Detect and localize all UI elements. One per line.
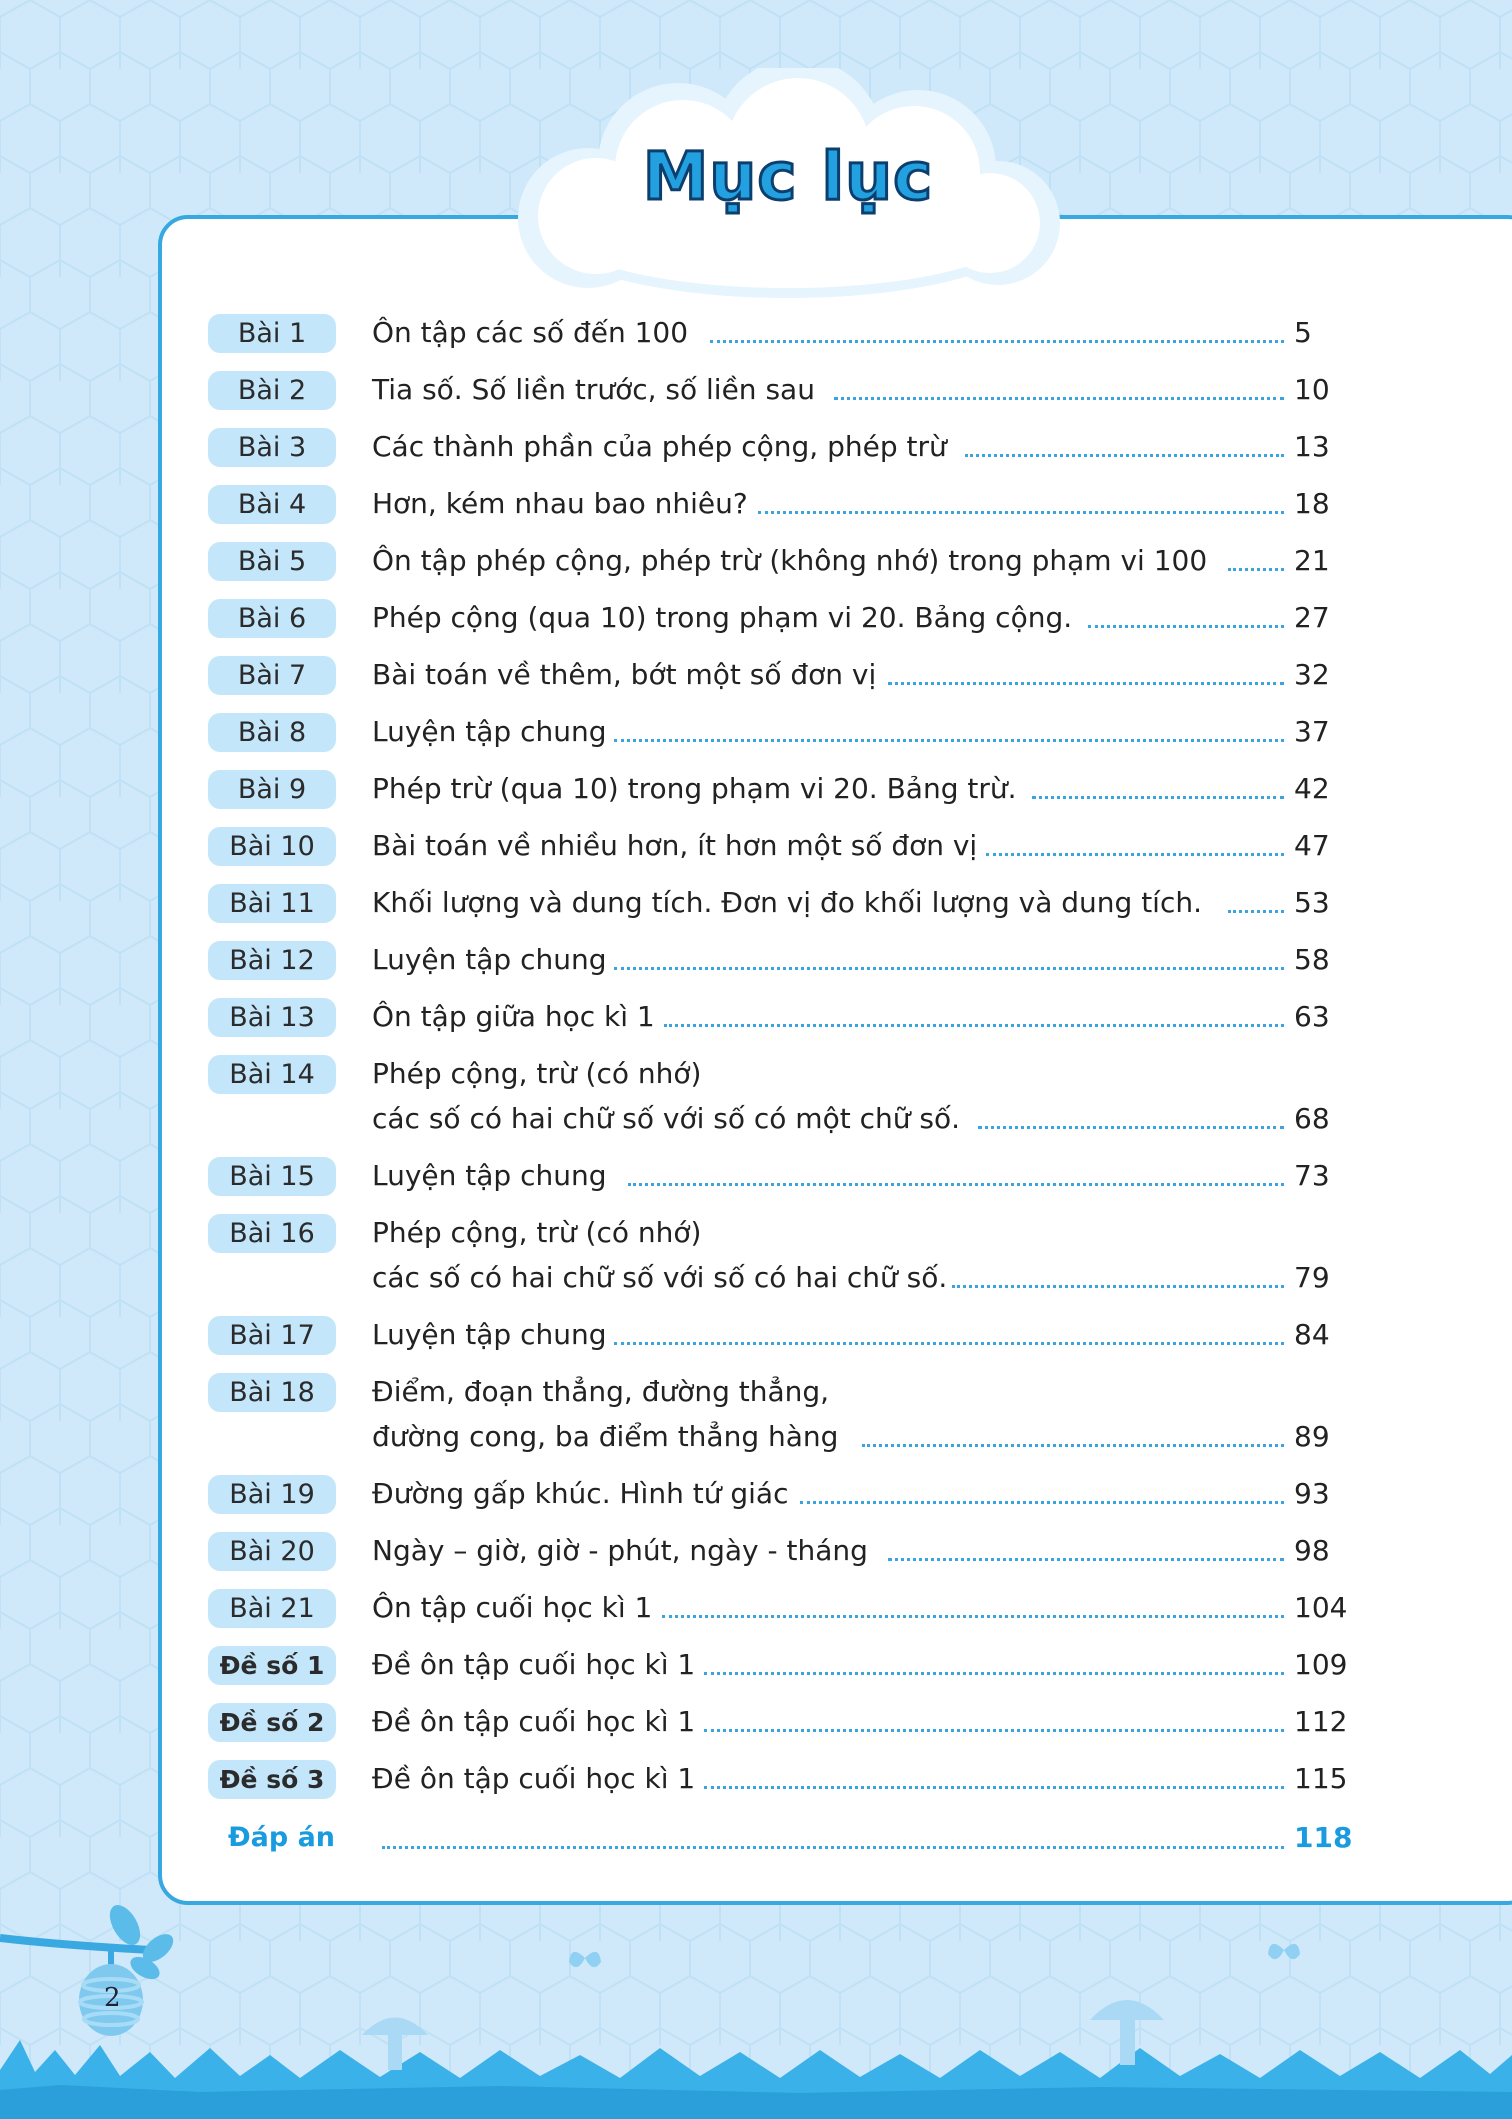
entry-title-line2: các số có hai chữ số với số có hai chữ số. [372, 1261, 948, 1294]
entry-badge: Bài 19 [208, 1475, 336, 1514]
entry-page: 89 [1294, 1420, 1330, 1453]
entry-leader-dots [965, 454, 1284, 457]
entry-badge: Bài 14 [208, 1055, 336, 1094]
entry-title: Đề ôn tập cuối học kì 1 [372, 1648, 696, 1681]
entry-badge: Bài 1 [208, 314, 336, 353]
entry-page: 42 [1294, 772, 1330, 805]
entry-badge: Bài 4 [208, 485, 336, 524]
entry-title: Hơn, kém nhau bao nhiêu? [372, 487, 748, 520]
entry-page: 58 [1294, 943, 1330, 976]
entry-title: Ngày – giờ, giờ - phút, ngày - tháng [372, 1534, 868, 1567]
entry-page: 18 [1294, 487, 1330, 520]
page-title: Mục lục [642, 138, 934, 215]
entry-title: Tia số. Số liền trước, số liền sau [372, 373, 815, 406]
entry-badge: Bài 12 [208, 941, 336, 980]
entry-badge: Bài 5 [208, 542, 336, 581]
entry-title: Ôn tập giữa học kì 1 [372, 1000, 655, 1033]
entry-leader-dots [800, 1501, 1284, 1504]
entry-title: Luyện tập chung [372, 943, 607, 976]
entry-page: 32 [1294, 658, 1330, 691]
entry-page: 53 [1294, 886, 1330, 919]
entry-title: Các thành phần của phép cộng, phép trừ [372, 430, 947, 463]
entry-page: 115 [1294, 1762, 1348, 1795]
entry-title: Bài toán về nhiều hơn, ít hơn một số đơn vị [372, 829, 978, 862]
entry-badge: Bài 20 [208, 1532, 336, 1571]
entry-leader-dots [662, 1615, 1284, 1618]
entry-badge: Bài 15 [208, 1157, 336, 1196]
entry-page: 5 [1294, 316, 1312, 349]
entry-title: Phép cộng, trừ (có nhớ) [372, 1216, 702, 1249]
entry-badge: Bài 11 [208, 884, 336, 923]
entry-title: Phép trừ (qua 10) trong phạm vi 20. Bảng trừ. [372, 772, 1017, 805]
entry-title-line2: đường cong, ba điểm thẳng hàng [372, 1420, 839, 1453]
entry-page: 13 [1294, 430, 1330, 463]
entry-title: Phép cộng (qua 10) trong phạm vi 20. Bảng cộng. [372, 601, 1073, 634]
entry-leader-dots [888, 1558, 1284, 1561]
entry-badge: Bài 16 [208, 1214, 336, 1253]
entry-badge: Đề số 1 [208, 1646, 336, 1685]
entry-leader-dots [628, 1183, 1284, 1186]
entry-title: Ôn tập cuối học kì 1 [372, 1591, 653, 1624]
entry-leader-dots [758, 511, 1284, 514]
entry-leader-dots [978, 1126, 1284, 1129]
entry-badge: Bài 21 [208, 1589, 336, 1628]
entry-badge: Bài 6 [208, 599, 336, 638]
entry-leader-dots [986, 853, 1284, 856]
entry-leader-dots [952, 1285, 1284, 1288]
entry-leader-dots [1032, 796, 1284, 799]
entry-title: Phép cộng, trừ (có nhớ) [372, 1057, 702, 1090]
entry-page: 84 [1294, 1318, 1330, 1351]
entry-badge: Bài 18 [208, 1373, 336, 1412]
entry-badge: Bài 10 [208, 827, 336, 866]
entry-badge: Bài 8 [208, 713, 336, 752]
entry-badge: Bài 9 [208, 770, 336, 809]
entry-title: Khối lượng và dung tích. Đơn vị đo khối lượng và dung tích. [372, 886, 1203, 919]
answers-page: 118 [1294, 1821, 1353, 1854]
entry-badge: Bài 7 [208, 656, 336, 695]
entry-leader-dots [704, 1729, 1284, 1732]
entry-leader-dots [664, 1024, 1284, 1027]
entry-title: Đề ôn tập cuối học kì 1 [372, 1705, 696, 1738]
entry-page: 68 [1294, 1102, 1330, 1135]
entry-badge: Bài 13 [208, 998, 336, 1037]
entry-page: 98 [1294, 1534, 1330, 1567]
entry-page: 21 [1294, 544, 1330, 577]
entry-title: Đề ôn tập cuối học kì 1 [372, 1762, 696, 1795]
entry-title: Ôn tập phép cộng, phép trừ (không nhớ) trong phạm vi 100 [372, 544, 1208, 577]
entry-title: Điểm, đoạn thẳng, đường thẳng, [372, 1375, 830, 1408]
entry-leader-dots [834, 397, 1284, 400]
entry-title: Luyện tập chung [372, 1159, 607, 1192]
entry-leader-dots [614, 1342, 1284, 1345]
answers-leader-dots [382, 1846, 1284, 1849]
entry-page: 37 [1294, 715, 1330, 748]
entry-badge: Đề số 3 [208, 1760, 336, 1799]
entry-leader-dots [614, 739, 1284, 742]
entry-page: 10 [1294, 373, 1330, 406]
entry-leader-dots [710, 340, 1284, 343]
entry-page: 79 [1294, 1261, 1330, 1294]
entry-title: Luyện tập chung [372, 1318, 607, 1351]
entry-badge: Bài 2 [208, 371, 336, 410]
entry-leader-dots [1228, 910, 1284, 913]
entry-title-line2: các số có hai chữ số với số có một chữ số. [372, 1102, 960, 1135]
entry-page: 47 [1294, 829, 1330, 862]
answers-label[interactable]: Đáp án [228, 1822, 336, 1853]
entry-badge: Bài 17 [208, 1316, 336, 1355]
entry-page: 93 [1294, 1477, 1330, 1510]
entry-title: Ôn tập các số đến 100 [372, 316, 689, 349]
entry-leader-dots [1228, 568, 1284, 571]
page-number: 2 [104, 1983, 121, 2013]
entry-leader-dots [888, 682, 1284, 685]
entry-page: 63 [1294, 1000, 1330, 1033]
entry-page: 109 [1294, 1648, 1348, 1681]
entry-leader-dots [704, 1786, 1284, 1789]
entry-leader-dots [704, 1672, 1284, 1675]
entry-page: 27 [1294, 601, 1330, 634]
entry-page: 104 [1294, 1591, 1348, 1624]
entry-page: 112 [1294, 1705, 1348, 1738]
entry-leader-dots [614, 967, 1284, 970]
entry-title: Luyện tập chung [372, 715, 607, 748]
entry-badge: Đề số 2 [208, 1703, 336, 1742]
entry-page: 73 [1294, 1159, 1330, 1192]
entry-badge: Bài 3 [208, 428, 336, 467]
entry-leader-dots [1088, 625, 1284, 628]
entry-title: Đường gấp khúc. Hình tứ giác [372, 1477, 789, 1510]
entry-title: Bài toán về thêm, bớt một số đơn vị [372, 658, 877, 691]
entry-leader-dots [862, 1444, 1284, 1447]
